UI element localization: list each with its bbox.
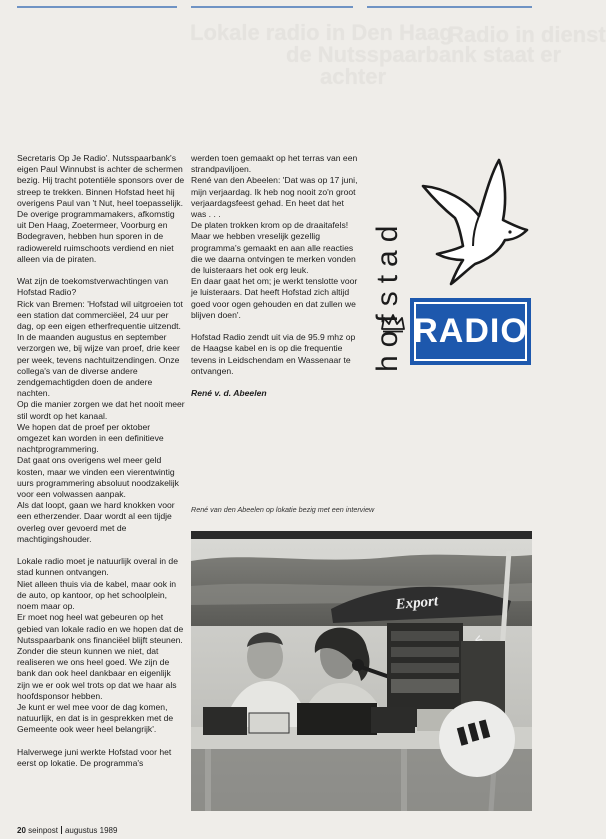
paragraph: En daar gaat het om; je werkt tenslotte voor je luisteraars. Dat heeft Hofstad zich altijd goed voor ogen gehouden en dat zullen we blijven doen'. <box>191 276 358 320</box>
ghost-heading-line3: achter <box>320 64 387 89</box>
photo-caption: René van den Abeelen op lokatie bezig met een interview <box>191 505 375 514</box>
article-column-1 <box>17 153 185 769</box>
ghost-heading-fragment: Radio in dienst <box>448 22 606 47</box>
paragraph: Je kunt er wel mee voor de dag komen, natuurlijk, en dat is in gesprekken met de Gemeente ook weer heel belangrijk'. <box>17 701 174 735</box>
interview-photo <box>191 531 532 811</box>
ghost-heading-line2: de Nutsspaarbank staat er <box>286 42 562 67</box>
logo-wordmark-hofstad: hofstad <box>371 217 404 372</box>
paragraph: Op die manier zorgen we dat het nooit meer stil wordt op het kanaal. <box>17 399 185 421</box>
paragraph: Maar we hebben vreselijk gezellig programma's gemaakt en aan alle reacties die we daarna ontvingen te merken vonden de luisteraars het ook erg leuk. <box>191 231 356 276</box>
paragraph: Als dat loopt, gaan we hard knokken voor een etherzender. Daar wordt al een tijdje overleg over gevoerd met de machtigingshouder. <box>17 500 175 544</box>
top-rule-left <box>17 6 177 8</box>
paragraph: We hopen dat de proef per oktober omgezet kan worden in een definitieve nachtprogrammering. <box>17 421 164 455</box>
crown-icon <box>380 313 406 333</box>
logo-radio-box <box>410 298 531 365</box>
issue-date: augustus 1989 <box>64 826 118 835</box>
interview-photo-illustration <box>191 531 532 811</box>
footer-separator <box>61 826 62 834</box>
page-footer <box>17 826 117 835</box>
paragraph: Hofstad Radio zendt uit via de 95.9 mhz op de Haagse kabel en is op die frequentie tevens in Leidschendam en Wassenaar te ontvangen. <box>191 332 356 376</box>
umbrella-label: Export <box>394 593 439 613</box>
paragraph: In de maanden augustus en september verzorgen we, bij wijze van proef, drie keer per week, tevens nachtuitzendingen. Onze collega's van de diverse andere zendgemachtigden doen de andere nachten. <box>17 332 180 399</box>
paragraph: De overige programmamakers, afkomstig uit Den Haag, Zoetermeer, Voorburg en Bodegraven, hebben hun sporen in de radiowereld ruimschoots verdiend en niet alleen via de piraten. <box>17 209 175 264</box>
page-number: 20 <box>17 826 26 835</box>
top-rule-right <box>367 6 532 8</box>
ghost-heading-line1: Lokale radio in Den Haag <box>190 20 453 45</box>
paragraph: René van den Abeelen: 'Dat was op 17 juni, mijn verjaardag. Ik heb nog nooit zo'n groot verjaardagsfeest gehad. En heet dat het was . . . <box>191 175 358 220</box>
paragraph: Rick van Bremen: 'Hofstad wil uitgroeien tot een station dat commerciëel, 24 uur per dag, op een eigen etherfrequentie uitzendt. <box>17 298 183 332</box>
paragraph: Secretaris Op Je Radio'. Nutsspaarbank's eigen Paul Winnubst is achter de schermen bezig. Hij tracht potentiële sponsors over de streep te trekken. Binnen Hofstad heet hij overigens Paul van 't Nut, heel toepasselijk. <box>17 153 185 208</box>
paragraph: De platen trokken krom op de draaitafels! <box>191 220 349 231</box>
paragraph: Niet alleen thuis via de kabel, maar ook in de auto, op kantoor, op het schoolplein, noem maar op. <box>17 578 177 612</box>
article-column-2 <box>191 153 359 411</box>
paragraph: Dat gaat ons overigens wel meer geld kosten, maar we vinden een vierentwintig uurs programmering absoluut noodzakelijk voor een volwassen aanpak. <box>17 455 179 500</box>
logo-radio-text: RADIO <box>414 302 527 361</box>
dove-icon <box>415 156 535 288</box>
paragraph: Er moet nog heel wat gebeuren op het gebied van lokale radio en we hopen dat de Nutsspaarbank ons financiëel blijft steunen. Zonder die steun kunnen we niet, dat realiseren we ons heel goed. We zijn de bank dan ook heel dankbaar en eigenlijk zijn we er ook wel trots op dat we haar als hoofdsponsor hebben. <box>17 612 184 701</box>
paragraph: Lokale radio moet je natuurlijk overal in de stad kunnen ontvangen. <box>17 556 178 578</box>
author-signature: René v. d. Abeelen <box>191 388 267 399</box>
paragraph: werden toen gemaakt op het terras van een strandpaviljoen. <box>191 153 358 175</box>
paragraph: Wat zijn de toekomstverwachtingen van Hofstad Radio? <box>17 276 169 298</box>
magazine-name: seinpost <box>28 826 58 835</box>
top-rule-middle <box>191 6 353 8</box>
paragraph: Halverwege juni werkte Hofstad voor het eerst op lokatie. De programma's <box>17 746 172 768</box>
